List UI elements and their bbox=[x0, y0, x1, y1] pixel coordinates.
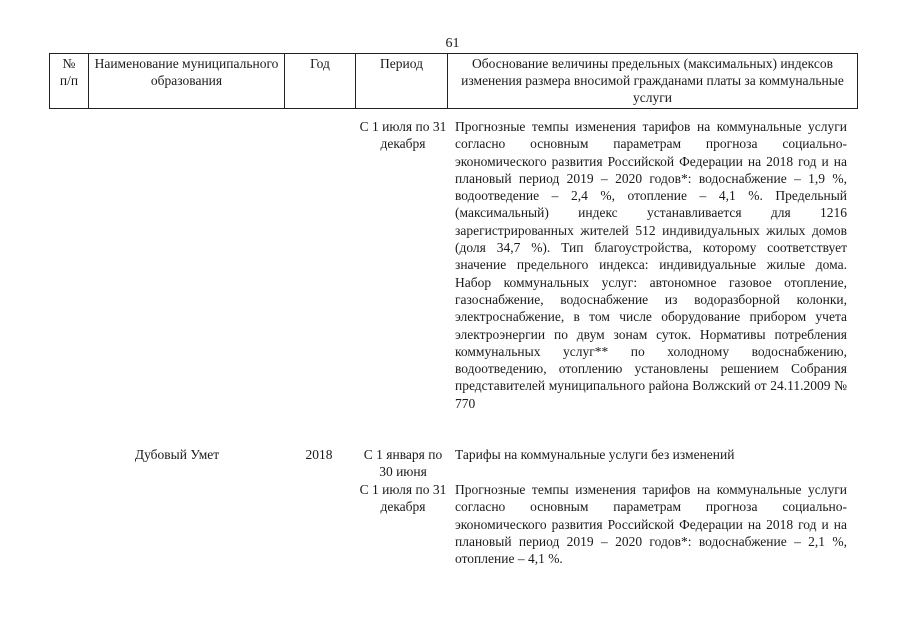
row2-justification: Тарифы на коммунальные услуги без изменений bbox=[455, 447, 735, 462]
header-municipality: Наименование муниципального образования bbox=[89, 54, 285, 109]
row2-period: С 1 января по 30 июня bbox=[363, 447, 443, 480]
page-number: 61 bbox=[445, 36, 460, 51]
row2-municipality: Дубовый Умет bbox=[134, 447, 220, 462]
header-justification: Обоснование величины предельных (максимальных) индексов изменения размера вносимой гражданами платы за коммунальные услуги bbox=[448, 54, 858, 109]
row3-period: С 1 июля по 31 декабря bbox=[359, 482, 447, 515]
row1-period: С 1 июля по 31 декабря bbox=[359, 119, 447, 152]
header-year: Год bbox=[285, 54, 356, 109]
header-num: № п/п bbox=[50, 54, 89, 109]
header-period: Период bbox=[356, 54, 448, 109]
row3-justification: Прогнозные темпы изменения тарифов на коммунальные услуги согласно основным параметрам прогноза социально-экономического развития Российской Федерации на 2018 год и на плановый период 2019 – 2020 годов*: водоснабжение – 2,1 %, отопление – 4,1 %. bbox=[455, 482, 847, 567]
table-header bbox=[49, 53, 858, 109]
row2-year: 2018 bbox=[305, 447, 333, 462]
row1-justification: Прогнозные темпы изменения тарифов на коммунальные услуги согласно основным параметрам прогноза социально-экономического развития Российской Федерации на 2018 год и на плановый период 2019 – 2020 годов*: водоснабжение – 1,9 %, водоотведение – 2,4 %, отопление – 4,1 %. Предельный (максимальный) индекс устанавливается для 1216 зарегистрированных жителей 512 индивидуальных жилых домов (доля 34,7 %). Тип благоустройства, которому соответствует значение предельного индекса: индивидуальные жилые дома. Набор коммунальных услуг: автономное газовое отопление, газоснабжение, водоснабжение из водоразборной колонки, электроснабжение, в том числе оборудование прибором учета электроэнергии по двум зонам суток. Нормативы потребления коммунальных услуг** по холодному водоснабжению, водоотведению, отоплению установлены решением Собрания представителей муниципального района Волжский от 24.11.2009 № 770 bbox=[455, 119, 847, 411]
